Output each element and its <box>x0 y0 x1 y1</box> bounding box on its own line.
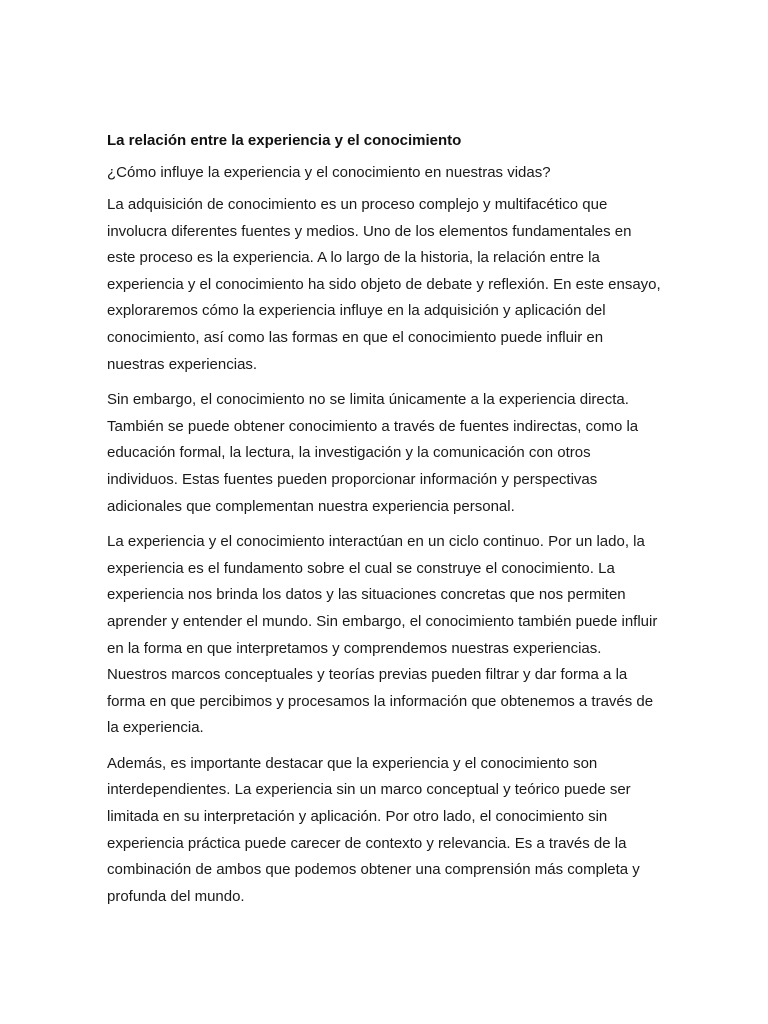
paragraph-1: La adquisición de conocimiento es un proceso complejo y multifacético que involucra diferentes fuentes y medios. Uno de los elementos fundamentales en este proceso es la experiencia. A lo largo de la historia, la relación entre la experiencia y el conocimiento ha sido objeto de debate y reflexión. En este ensayo, exploraremos cómo la experiencia influye en la adquisición y aplicación del conocimiento, así como las formas en que el conocimiento puede influir en nuestras experiencias. <box>107 196 661 373</box>
paragraph-2: Sin embargo, el conocimiento no se limita únicamente a la experiencia directa. También se puede obtener conocimiento a través de fuentes indirectas, como la educación formal, la lectura, la investigación y la comunicación con otros individuos. Estas fuentes pueden proporcionar información y perspectivas adicionales que complementan nuestra experiencia personal. <box>107 391 639 515</box>
document-title: La relación entre la experiencia y el conocimiento <box>107 132 462 149</box>
document-subtitle: ¿Cómo influye la experiencia y el conocimiento en nuestras vidas? <box>107 164 551 181</box>
paragraph-4: Además, es importante destacar que la experiencia y el conocimiento son interdependientes. La experiencia sin un marco conceptual y teórico puede ser limitada en su interpretación y aplicación. Por otro lado, el conocimiento sin experiencia práctica puede carecer de contexto y relevancia. Es a través de la combinación de ambos que podemos obtener una comprensión más completa y profunda del mundo. <box>107 754 640 905</box>
paragraph-3: La experiencia y el conocimiento interactúan en un ciclo continuo. Por un lado, la experiencia es el fundamento sobre el cual se construye el conocimiento. La experiencia nos brinda los datos y las situaciones concretas que nos permiten aprender y entender el mundo. Sin embargo, el conocimiento también puede influir en la forma en que interpretamos y comprendemos nuestras experiencias. Nuestros marcos conceptuales y teorías previas pueden filtrar y dar forma a la forma en que percibimos y procesamos la información que obtenemos a través de la experiencia. <box>107 533 658 737</box>
